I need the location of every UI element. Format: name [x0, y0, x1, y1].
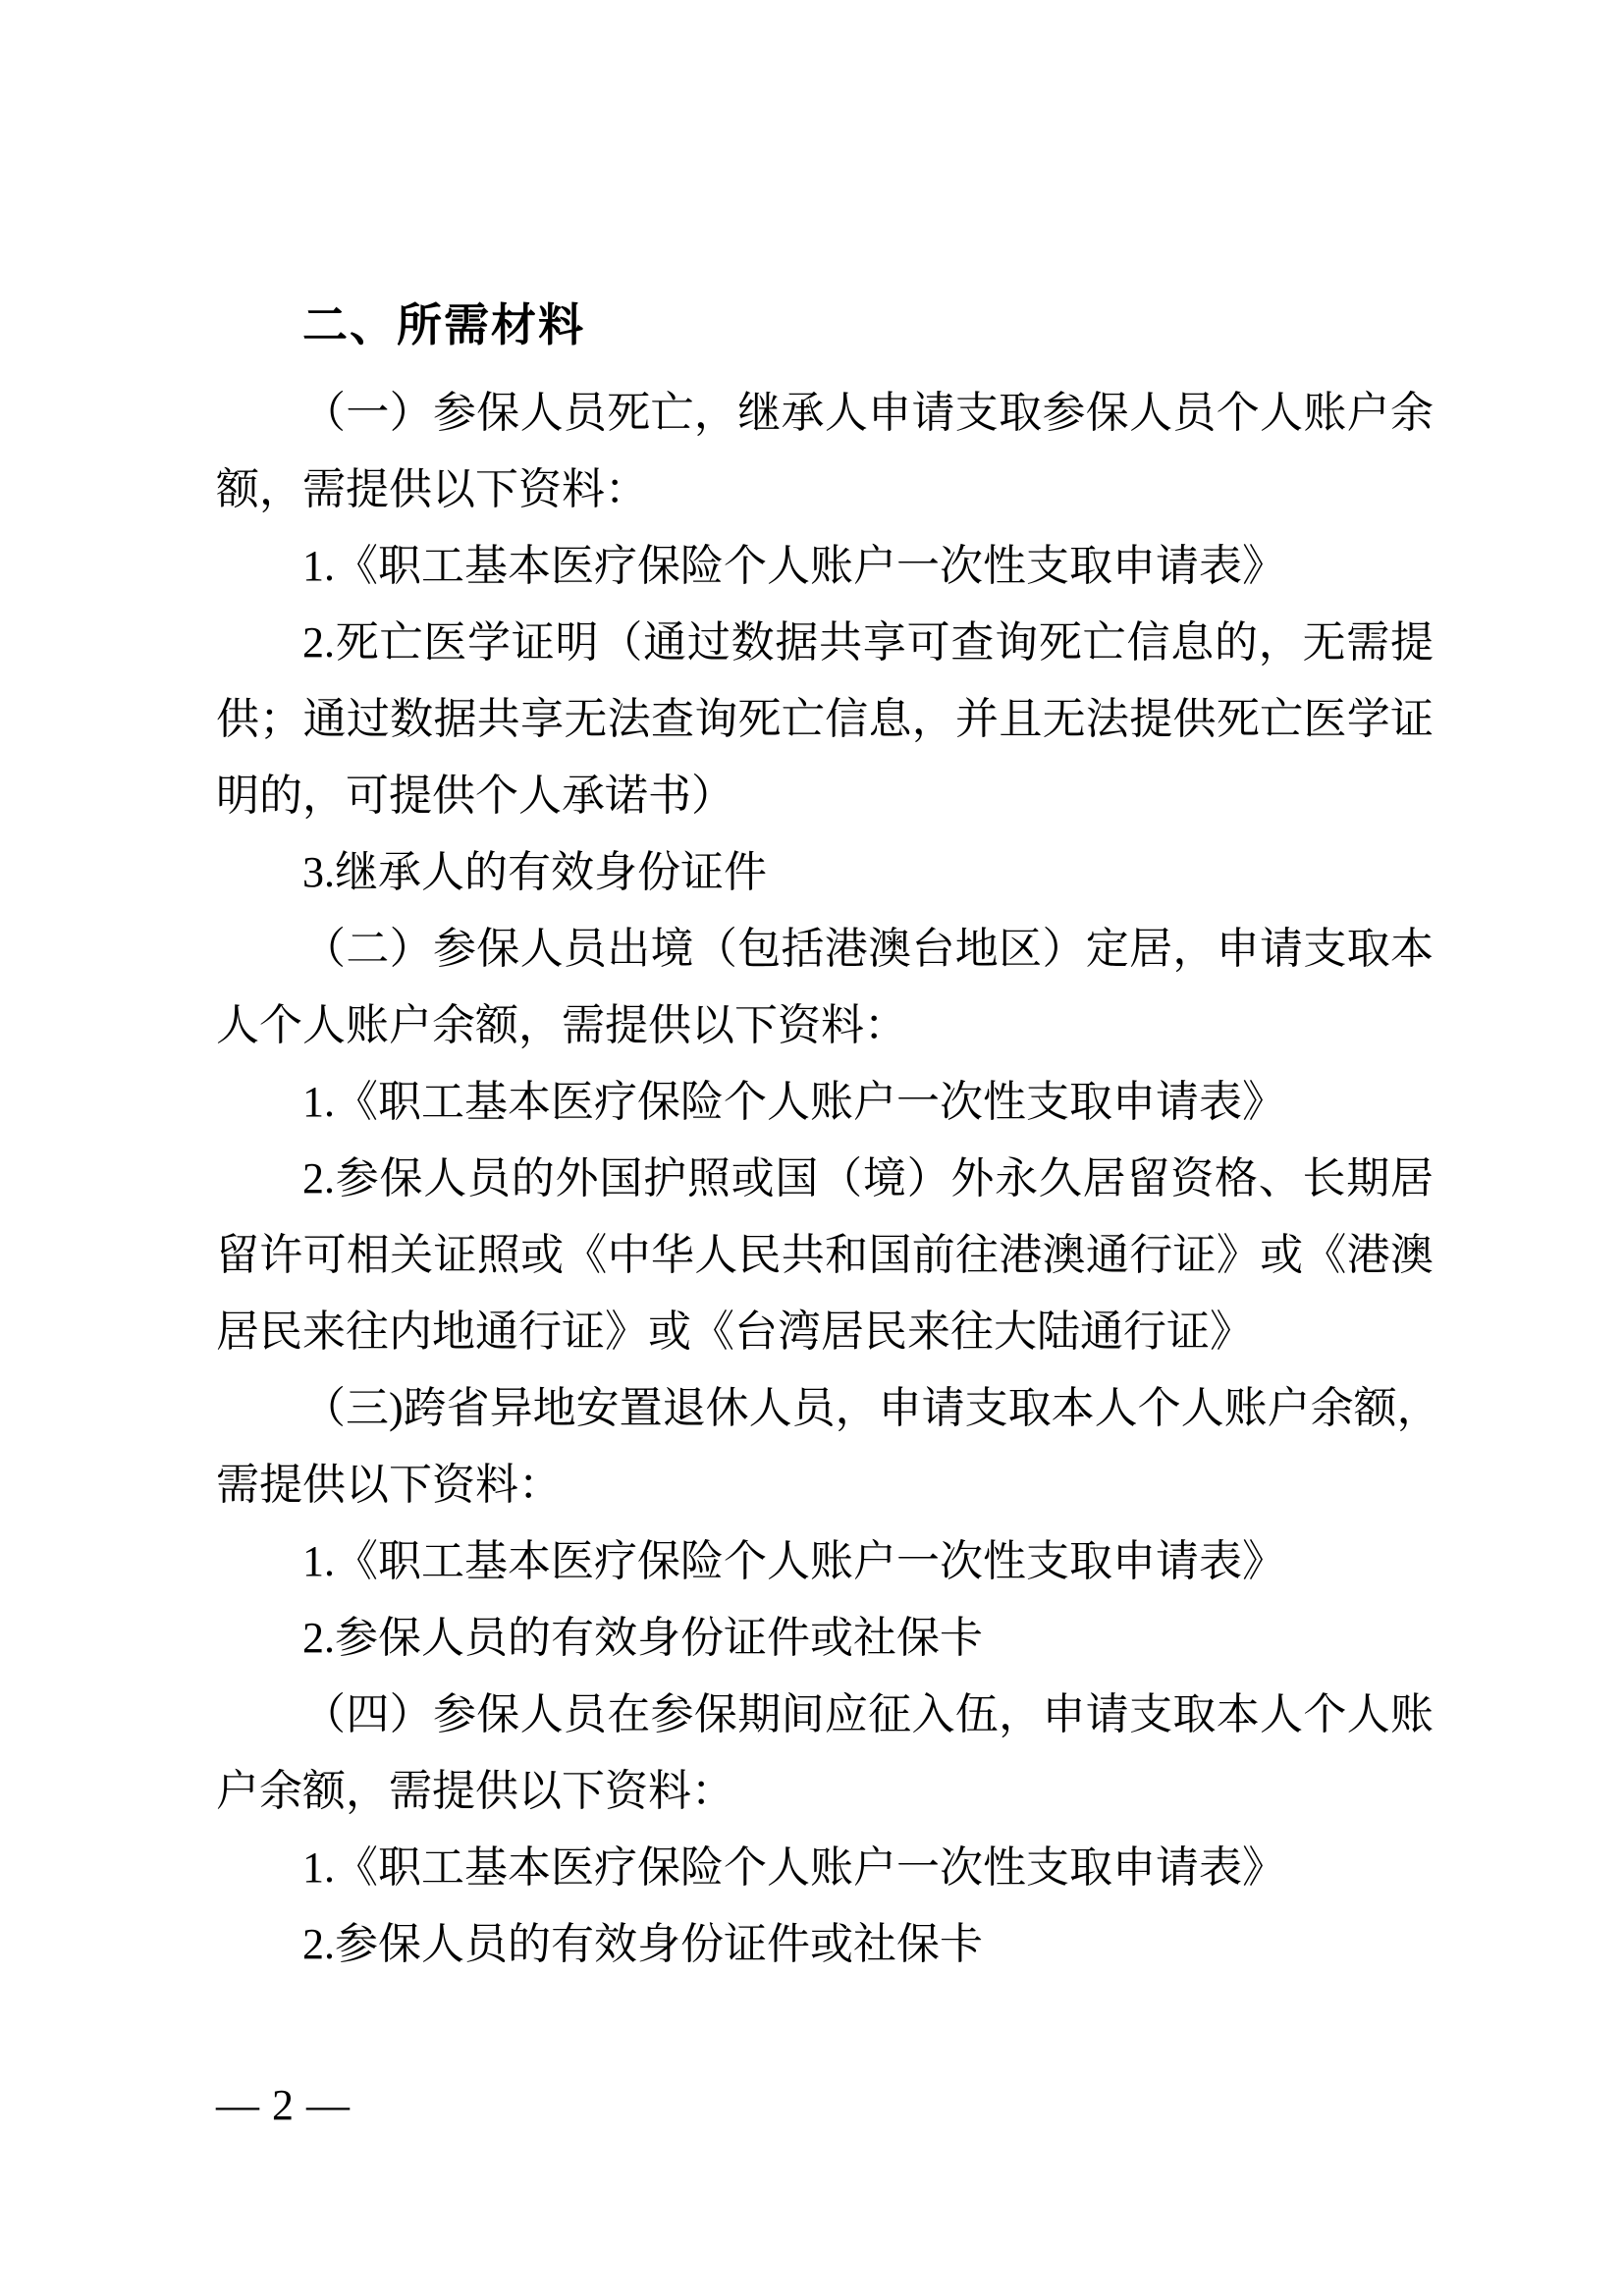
page-number: — 2 —: [216, 2081, 351, 2129]
paragraph-2: [216, 911, 1434, 1064]
list-item-2: [216, 605, 1434, 834]
text-line: 2.参保人员的外国护照或国（境）外永久居留资格、长期居: [302, 1154, 1434, 1202]
text-line: 2.死亡医学证明（通过数据共享可查询死亡信息的，无需提: [302, 618, 1434, 667]
text-line: 明的，可提供个人承诺书）: [216, 772, 734, 820]
text-line: 1.《职工基本医疗保险个人账户一次性支取申请表》: [302, 1843, 1285, 1892]
text-line: 额，需提供以下资料：: [216, 465, 648, 513]
text-line: 户余额，需提供以下资料：: [216, 1767, 734, 1815]
list-item-1: [216, 1064, 1434, 1141]
list-item-2: [216, 1141, 1434, 1370]
text-line: 需提供以下资料：: [216, 1461, 562, 1509]
text-line: 1.《职工基本医疗保险个人账户一次性支取申请表》: [302, 1078, 1285, 1126]
text-line: 2.参保人员的有效身份证件或社保卡: [302, 1920, 983, 1968]
paragraph-1: [216, 375, 1434, 528]
section-heading: 二、所需材料: [302, 299, 585, 350]
text-line: 3.继承人的有效身份证件: [302, 848, 767, 896]
text-line: 供；通过数据共享无法查询死亡信息，并且无法提供死亡医学证: [216, 695, 1434, 743]
text-line: 居民来往内地通行证》或《台湾居民来往大陆通行证》: [216, 1308, 1253, 1356]
list-item-2: [216, 1600, 1434, 1677]
text-line: （二）参保人员出境（包括港澳台地区）定居，申请支取本: [302, 925, 1434, 973]
text-line: 留许可相关证照或《中华人民共和国前往港澳通行证》或《港澳: [216, 1231, 1434, 1279]
text-line: 2.参保人员的有效身份证件或社保卡: [302, 1614, 983, 1662]
paragraph-4: [216, 1677, 1434, 1830]
text-line: 人个人账户余额，需提供以下资料：: [216, 1001, 907, 1049]
text-line: （三)跨省异地安置退休人员，申请支取本人个人账户余额，: [302, 1384, 1440, 1432]
text-line: （四）参保人员在参保期间应征入伍，申请支取本人个人账: [302, 1690, 1434, 1738]
text-line: 1.《职工基本医疗保险个人账户一次性支取申请表》: [302, 542, 1285, 590]
paragraph-3: [216, 1370, 1440, 1523]
list-item-1: [216, 1830, 1434, 1906]
list-item-2: [216, 1906, 1434, 1983]
text-line: （一）参保人员死亡，继承人申请支取参保人员个人账户余: [302, 389, 1434, 437]
document-body: [216, 287, 1440, 1983]
text-line: 1.《职工基本医疗保险个人账户一次性支取申请表》: [302, 1537, 1285, 1585]
list-item-1: [216, 528, 1434, 605]
list-item-3: [216, 834, 1434, 911]
list-item-1: [216, 1523, 1434, 1600]
